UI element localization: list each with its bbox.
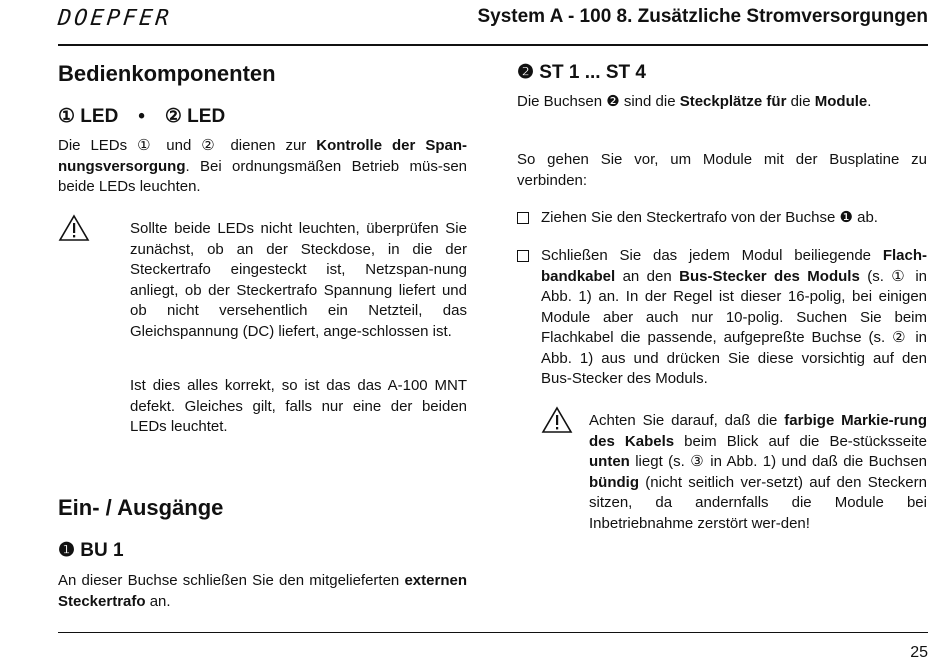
heading-ein-ausgaenge: Ein- / Ausgänge [58,495,224,520]
warning-text-3: Achten Sie darauf, daß die farbige Markie-rung des Kabels beim Blick auf die Be-stücksseite unten liegt (s. ③ in Abb. 1) und daß die Buchsen bündig (nicht seitlich ver-setzt) auf den Steckern sitzen, da andernfalls die Module bei Inbetriebnahme zerstört wer-den! [589,412,928,532]
bu1-paragraph: An dieser Buchse schließen Sie den mitgelieferten externen Steckertrafo an. [58,572,467,610]
page-header-title: System A - 100 8. Zusätzliche Stromversorgungen [477,6,928,27]
doepfer-logo: DOEPFER [56,6,174,31]
warning-text-1: Sollte beide LEDs nicht leuchten, überprüfen Sie zunächst, ob an der Steckdose, in die der Steckertrafo eingesteckt ist, Netzspan-nung anliegt, ob der Steckertrafo Spannung liefert und ob nicht versehentlich ein Netzteil, das Gleichspannung (DC) liefert, ange-schlossen ist. [130,220,467,340]
heading-led [58,105,225,128]
intro-paragraph: So gehen Sie vor, um Module mit der Busplatine zu verbinden: [517,151,927,189]
heading-bedienkomponenten: Bedienkomponenten [58,61,276,86]
header-rule [58,44,928,46]
led-2-label: ② LED [164,106,226,127]
page-number: 25 [910,644,928,661]
heading-st: ❷ ST 1 ... ST 4 [517,62,646,83]
bullet: • [138,106,145,127]
warning-icon [58,214,90,242]
step-1-text: Ziehen Sie den Steckertrafo von der Buchse ❶ ab. [541,209,878,226]
heading-bu1: ❶ BU 1 [58,540,124,561]
led-paragraph: Die LEDs ① und ② dienen zur Kontrolle der Span-nungsversorgung. Bei ordnungsmäßen Betrieb müs-sen beide LEDs leuchten. [58,137,467,195]
checkbox-icon [517,212,529,224]
st-paragraph: Die Buchsen ❷ sind die Steckplätze für die Module. [517,93,872,110]
led-1-label: ① LED [58,106,119,127]
footer-rule [58,632,928,633]
step-2-text: Schließen Sie das jedem Modul beiliegende Flach-bandkabel an den Bus-Stecker des Moduls (s. ① in Abb. 1) an. In der Regel ist dieser 16-polig, bei einigen Module aber auch nur 10-polig. Suchen Sie beim Flachkabel die passende, aufgepreßte Buchse (s. ② in Abb. 1) aus und drücken Sie diese vorsichtig auf den Bus-Stecker des Moduls. [541,247,928,387]
checkbox-icon [517,250,529,262]
warning-text-2: Ist dies alles korrekt, so ist das das A-100 MNT defekt. Gleiches gilt, falls nur eine der beiden LEDs leuchtet. [130,377,467,435]
warning-icon [541,406,573,434]
